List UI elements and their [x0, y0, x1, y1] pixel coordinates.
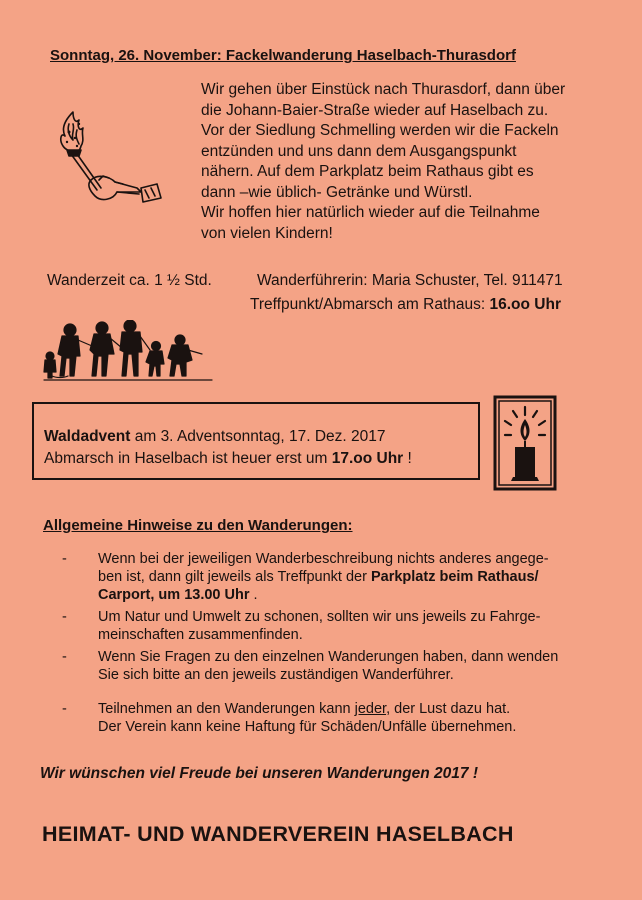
note-underlined: jeder: [354, 701, 387, 717]
intro-line: von vielen Kindern!: [201, 224, 333, 242]
intro-line: entzünden und uns dann dem Ausgangspunkt: [201, 142, 517, 160]
candle-icon: [493, 395, 557, 496]
waldadvent-box: [32, 402, 480, 480]
club-name: HEIMAT- UND WANDERVEREIN HASELBACH: [42, 822, 514, 846]
meeting-point-label: Treffpunkt/Abmarsch am Rathaus:: [250, 296, 490, 313]
hike-guide: Wanderführerin: Maria Schuster, Tel. 911471: [257, 272, 563, 289]
hiking-family-icon: [42, 320, 217, 387]
note-bold: Carport, um 13.00 Uhr: [98, 587, 250, 603]
intro-text: [201, 80, 611, 244]
waldadvent-start-suffix: !: [403, 450, 412, 467]
note-bold: Parkplatz beim Rathaus/: [370, 569, 539, 585]
note-text: , der Lust dazu hat.: [386, 701, 511, 717]
note-text: ben ist, dann gilt jeweils als Treffpunkt der: [98, 569, 371, 585]
list-item: [62, 648, 602, 684]
intro-line: Vor der Siedlung Schmelling werden wir die Fackeln: [201, 122, 559, 139]
meeting-point: [250, 296, 561, 314]
section-heading-general: Allgemeine Hinweise zu den Wanderungen:: [43, 517, 353, 534]
list-item: [62, 608, 602, 644]
list-item: [62, 700, 602, 736]
note-line: Wenn Sie Fragen zu den einzelnen Wanderungen haben, dann wenden: [98, 649, 559, 665]
meeting-time: 16.oo Uhr: [489, 296, 561, 313]
list-dash: -: [62, 551, 67, 567]
waldadvent-start-text: Abmarsch in Haselbach ist heuer erst um: [44, 450, 332, 467]
intro-line: Wir hoffen hier natürlich wieder auf die Teilnahme: [201, 204, 540, 221]
note-line: Der Verein kann keine Haftung für Schäden/Unfälle übernehmen.: [98, 719, 517, 735]
general-notes-list: [62, 550, 602, 740]
waldadvent-date-text: am 3. Adventsonntag, 17. Dez. 2017: [130, 428, 386, 445]
section-heading-fackelwanderung: Sonntag, 26. November: Fackelwanderung Haselbach-Thurasdorf: [50, 47, 516, 64]
note-line: Sie sich bitte an den jeweils zuständigen Wanderführer.: [98, 667, 454, 683]
note-text: .: [253, 587, 258, 603]
note-line: Wenn bei der jeweiligen Wanderbeschreibung nichts anderes angege-: [98, 551, 549, 567]
note-line: [98, 586, 602, 604]
list-dash: -: [62, 649, 67, 665]
list-dash: -: [62, 609, 67, 625]
intro-line: nähern. Auf dem Parkplatz beim Rathaus gibt es: [201, 163, 534, 180]
waldadvent-start-time: 17.oo Uhr: [331, 450, 404, 467]
intro-line: Wir gehen über Einstück nach Thurasdorf, dann über: [201, 81, 566, 98]
closing-wish: Wir wünschen viel Freude bei unseren Wanderungen 2017 !: [40, 765, 478, 782]
torch-in-hand-icon: [57, 110, 167, 225]
waldadvent-title: Waldadvent: [44, 428, 131, 445]
intro-line: dann –wie üblich- Getränke und Würstl.: [201, 183, 473, 201]
waldadvent-date: [44, 428, 385, 446]
list-item: [62, 550, 602, 604]
note-line: [98, 568, 602, 586]
note-line: Um Natur und Umwelt zu schonen, sollten wir uns jeweils zu Fahrge-: [98, 609, 541, 625]
intro-line: die Johann-Baier-Straße wieder auf Haselbach zu.: [201, 101, 549, 119]
note-line: [98, 700, 602, 718]
hike-duration: Wanderzeit ca. 1 ½ Std.: [47, 272, 212, 289]
list-dash: -: [62, 701, 67, 717]
waldadvent-start: [44, 450, 412, 468]
note-text: Teilnehmen an den Wanderungen kann: [98, 701, 355, 717]
note-line: meinschaften zusammenfinden.: [98, 627, 303, 643]
